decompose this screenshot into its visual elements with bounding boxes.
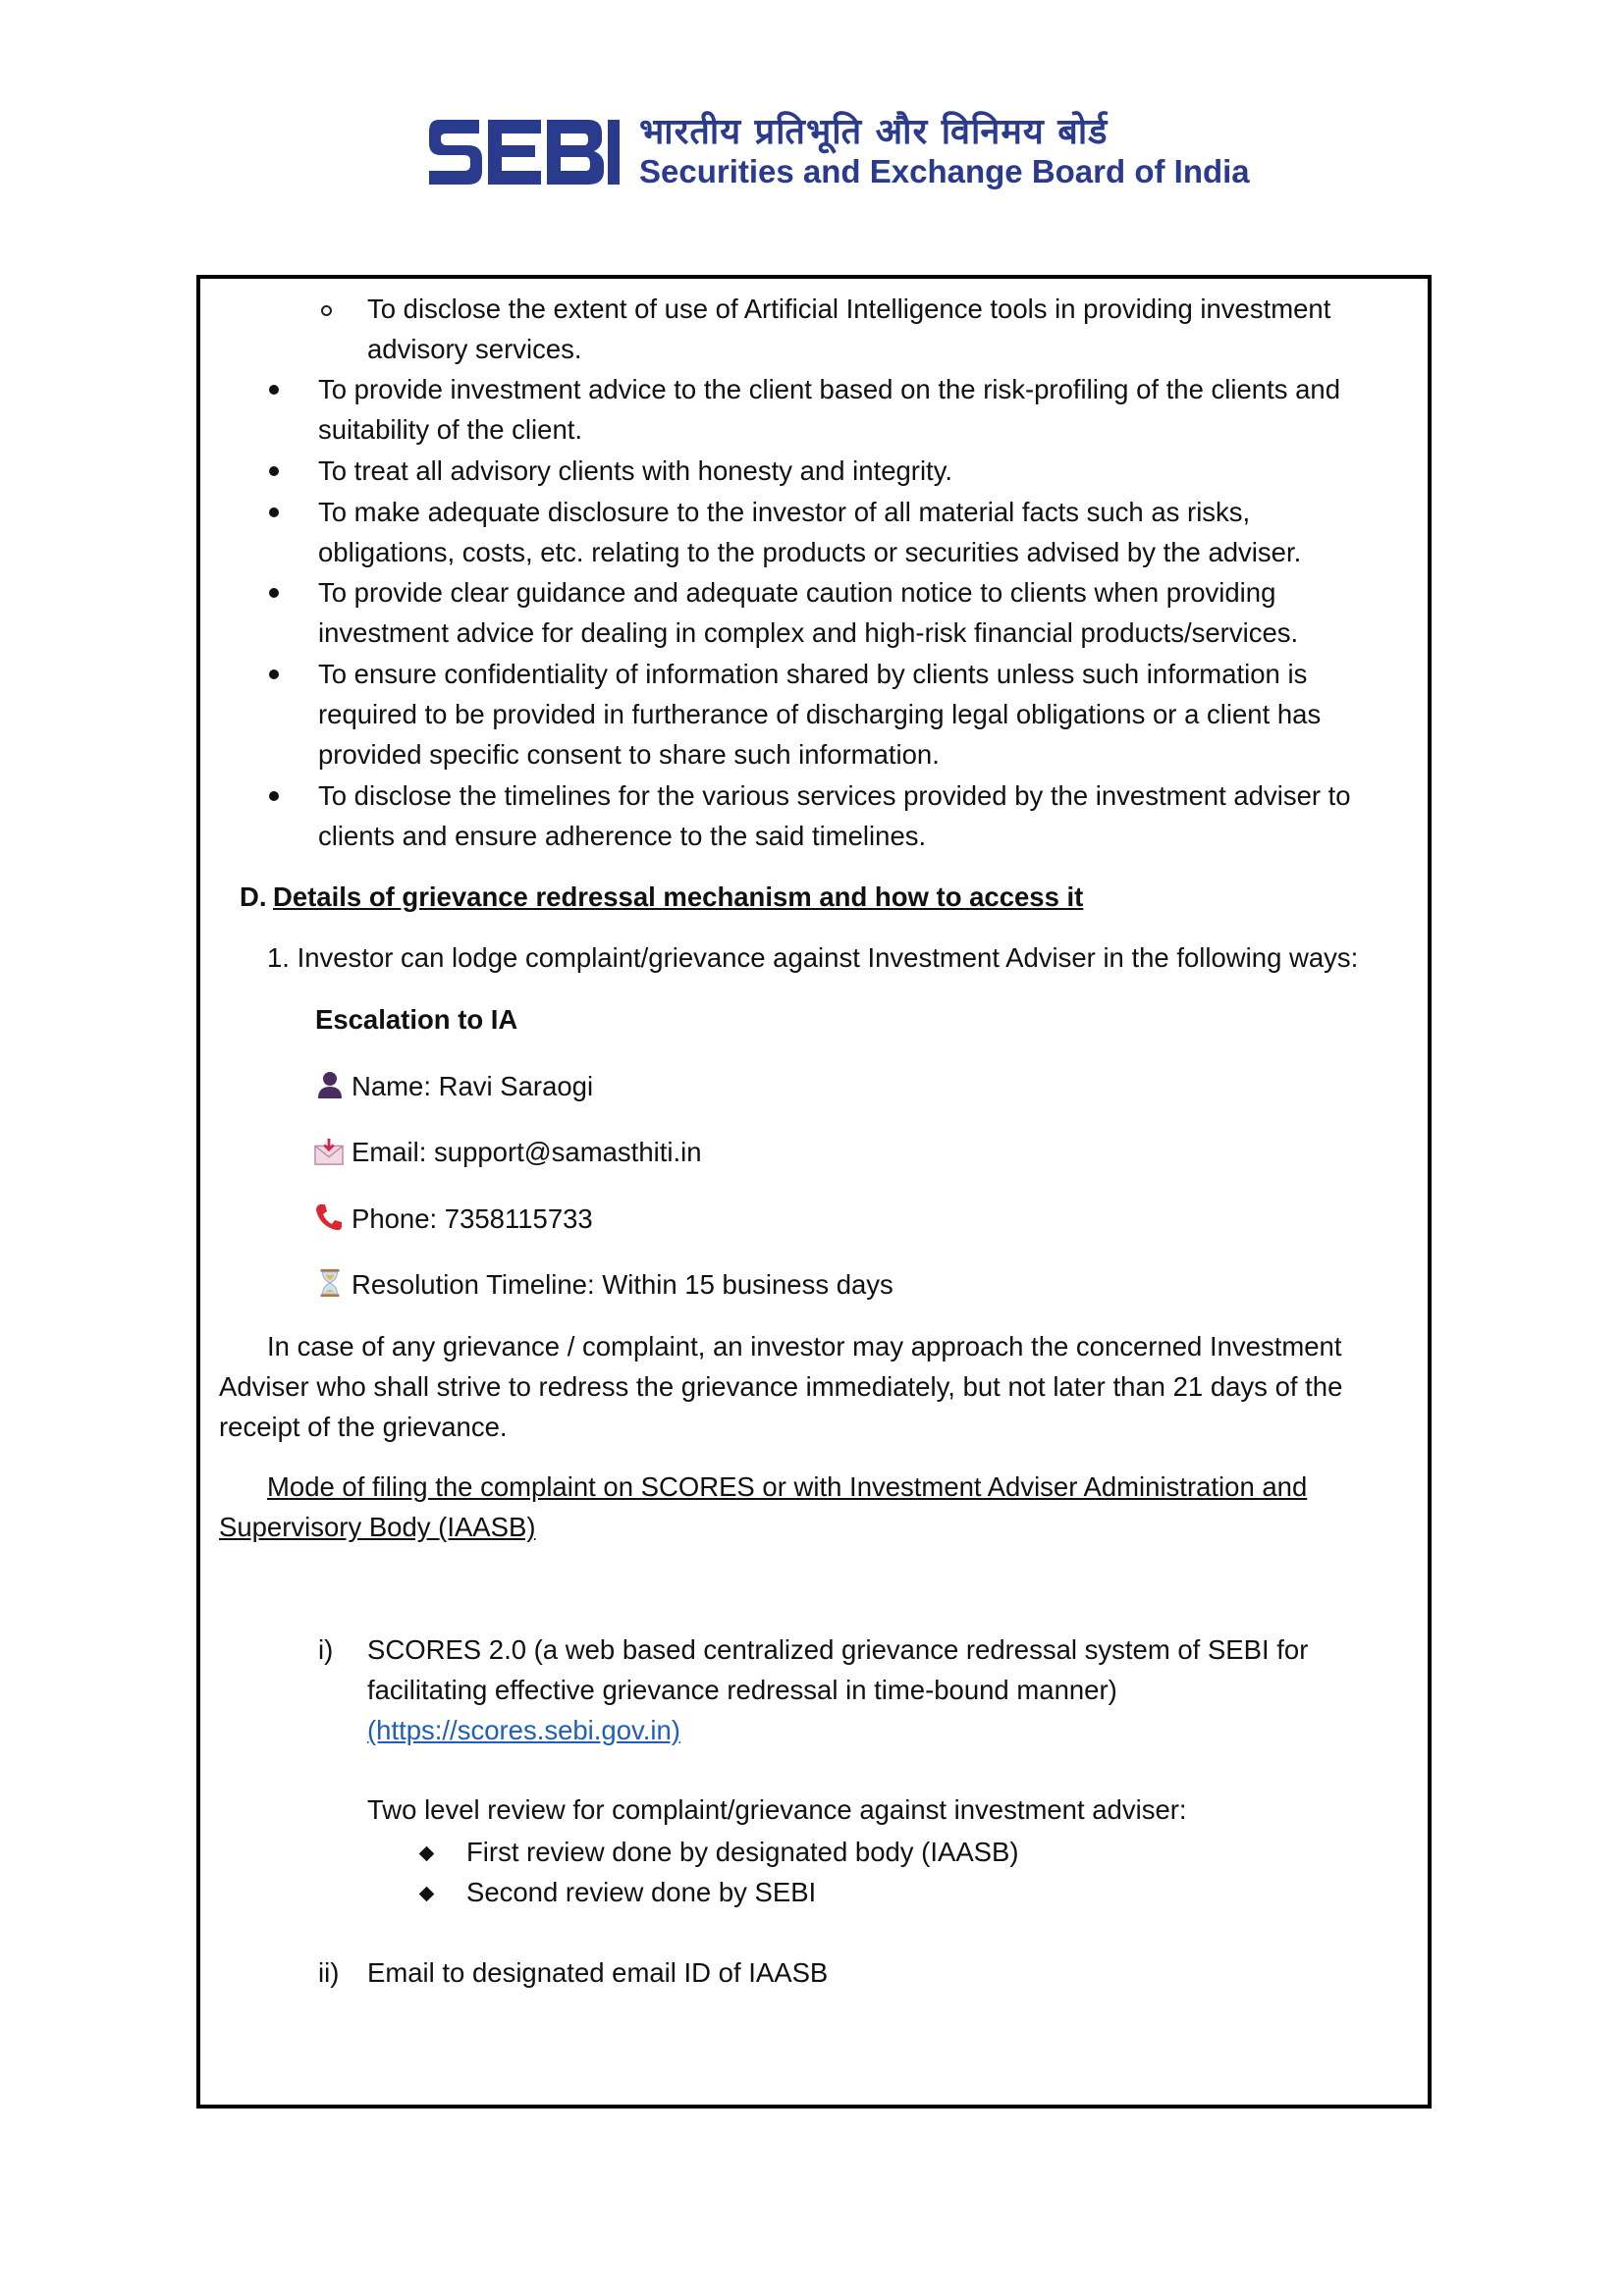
bullet-line: obligations, costs, etc. relating to the products or securities advised by the adviser.: [318, 537, 1302, 567]
sebi-logo: [425, 106, 1250, 194]
bullet-line: To treat all advisory clients with honesty and integrity.: [318, 455, 953, 486]
bullet-line: provided specific consent to share such information.: [318, 739, 940, 770]
bullet-line: To provide investment advice to the client based on the risk-profiling of the clients and: [318, 374, 1340, 404]
item-i-line: SCORES 2.0 (a web based centralized grievance redressal system of SEBI for: [367, 1634, 1309, 1665]
contact-phone: Phone: 7358115733: [352, 1203, 593, 1234]
contact-timeline: Resolution Timeline: Within 15 business days: [352, 1269, 893, 1300]
sebi-logo-mark: [425, 110, 622, 192]
sub-bullet-circle: [321, 305, 332, 316]
grievance-paragraph-line: In case of any grievance / complaint, an investor may approach the concerned Investment: [267, 1331, 1342, 1362]
bullet-line: To provide clear guidance and adequate caution notice to clients when providing: [318, 577, 1276, 608]
bullet-line: To make adequate disclosure to the investor of all material facts such as risks,: [318, 497, 1251, 527]
escalation-title: Escalation to IA: [315, 1004, 518, 1035]
bullet-dot: [269, 669, 279, 679]
complaint-intro: 1. Investor can lodge complaint/grievance against Investment Adviser in the following ways:: [267, 942, 1359, 973]
contact-email: Email: support@samasthiti.in: [352, 1137, 702, 1167]
scores-link[interactable]: (https://scores.sebi.gov.in): [367, 1715, 680, 1745]
bullet-line: clients and ensure adherence to the said timelines.: [318, 821, 927, 851]
item-ii-numeral: ii): [318, 1957, 340, 1988]
bullet-dot: [269, 588, 279, 598]
contact-name: Name: Ravi Saraogi: [352, 1071, 594, 1101]
grievance-paragraph-line: receipt of the grievance.: [219, 1412, 508, 1442]
bullet-line: investment advice for dealing in complex and high-risk financial products/services.: [318, 617, 1299, 648]
bullet-dot: [269, 385, 279, 395]
bullet-line: required to be provided in furtherance of discharging legal obligations or a client has: [318, 699, 1322, 729]
mode-heading-line: Supervisory Body (IAASB): [219, 1512, 536, 1542]
bullet-dot: [269, 791, 279, 801]
logo-english-name: Securities and Exchange Board of India: [639, 153, 1250, 189]
item-ii-text: Email to designated email ID of IAASB: [367, 1957, 829, 1988]
logo-hindi-name: भारतीय प्रतिभूति और विनिमय बोर्ड: [639, 112, 1109, 152]
bullet-dot: [269, 507, 279, 517]
section-d-letter: D.: [240, 881, 267, 912]
section-d-heading: Details of grievance redressal mechanism and how to access it: [273, 881, 1084, 912]
person-icon: [315, 1070, 345, 1099]
sub-item-line: To disclose the extent of use of Artificial Intelligence tools in providing investment: [367, 294, 1331, 324]
grievance-paragraph-line: Adviser who shall strive to redress the grievance immediately, but not later than 21 days of the: [219, 1371, 1343, 1402]
phone-icon: [314, 1202, 344, 1232]
bullet-line: suitability of the client.: [318, 414, 583, 445]
review-intro: Two level review for complaint/grievance against investment adviser:: [367, 1794, 1187, 1825]
bullet-line: To disclose the timelines for the various services provided by the investment adviser to: [318, 780, 1351, 811]
item-i-numeral: i): [318, 1634, 334, 1665]
hourglass-icon: [315, 1268, 345, 1298]
bullet-line: To ensure confidentiality of information shared by clients unless such information is: [318, 659, 1308, 689]
email-icon: [314, 1137, 344, 1166]
bullet-dot: [269, 466, 279, 476]
review-item: Second review done by SEBI: [466, 1877, 817, 1907]
review-item: First review done by designated body (IAASB): [466, 1837, 1019, 1867]
sub-item-line: advisory services.: [367, 334, 582, 364]
mode-heading-line: Mode of filing the complaint on SCORES or with Investment Adviser Administration and: [267, 1471, 1308, 1502]
item-i-line: facilitating effective grievance redressal in time-bound manner): [367, 1675, 1117, 1705]
